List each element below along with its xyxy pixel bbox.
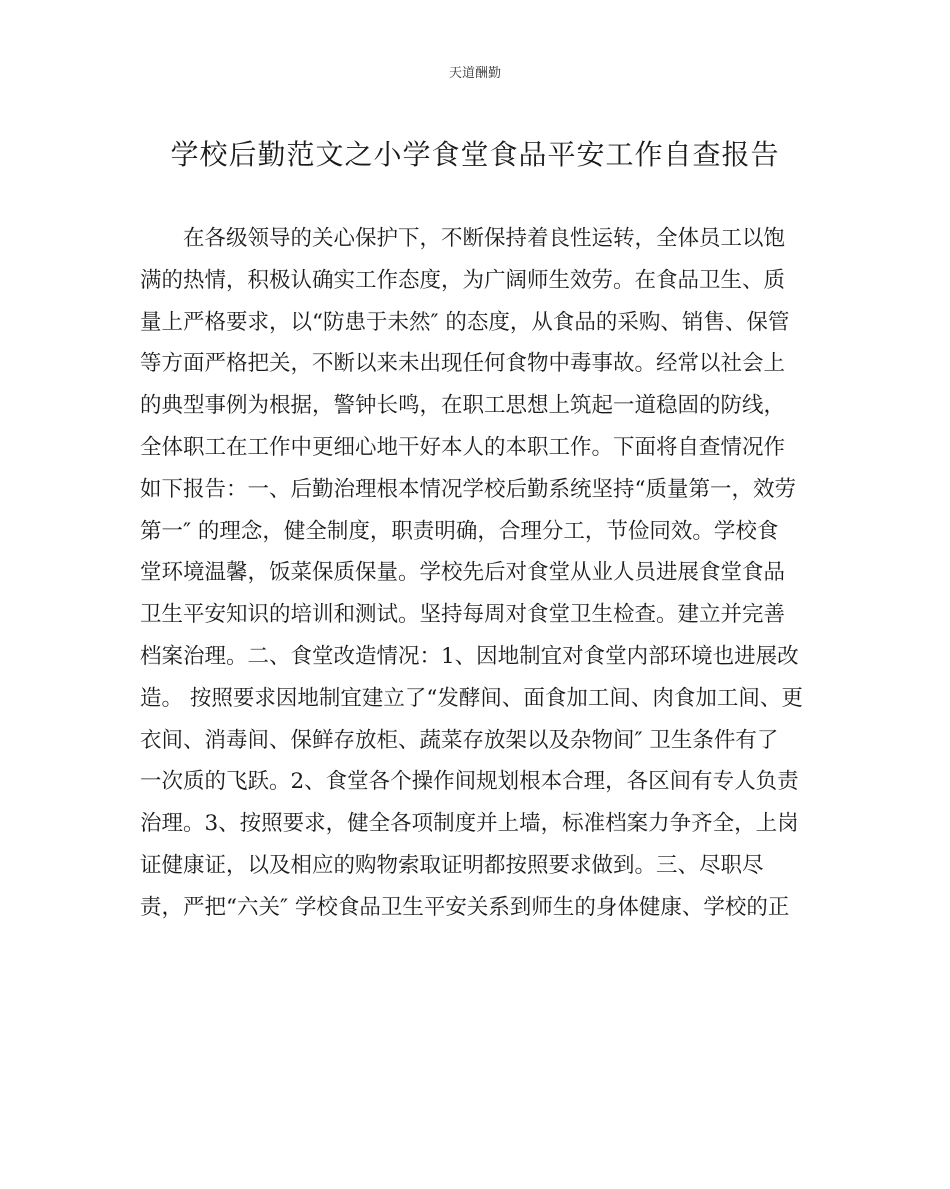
body-line: 档案治理。二、食堂改造情况：1、因地制宜对食堂内部环境也进展改 — [140, 643, 799, 669]
body-line: 一次质的飞跃。2、食堂各个操作间规划根本合理，各区间有专人负责 — [140, 769, 799, 795]
body-line: 第一″ 的理念，健全制度，职责明确，合理分工，节俭同效。学校食 — [140, 518, 779, 544]
body-line: 责，严把“六关″ 学校食品卫生平安关系到师生的身体健康、学校的正 — [140, 894, 790, 920]
body-line: 证健康证，以及相应的购物索取证明都按照要求做到。三、尽职尽 — [140, 852, 764, 878]
document-title: 学校后勤范文之小学食堂食品平安工作自查报告 — [170, 138, 780, 171]
body-line: 的典型事例为根据，警钟长鸣，在职工思想上筑起一道稳固的防线， — [140, 393, 786, 419]
body-line: 全体职工在工作中更细心地干好本人的本职工作。下面将自查情况作 — [140, 434, 786, 460]
body-line: 如下报告：一、后勤治理根本情况学校后勤系统坚持“质量第一，效劳 — [140, 476, 796, 502]
body-line: 治理。3、按照要求，健全各项制度并上墙，标准档案力争齐全，上岗 — [140, 811, 799, 837]
body-line: 造。 按照要求因地制宜建立了“发酵间、面食加工间、肉食加工间、更 — [140, 685, 803, 711]
body-line: 衣间、消毒间、保鲜存放柜、蔬菜存放架以及杂物间″ 卫生条件有了 — [140, 727, 779, 753]
page-header: 天道酬勤 — [448, 66, 501, 81]
body-line: 堂环境温馨，饭菜保质保量。学校先后对食堂从业人员进展食堂食品 — [140, 560, 786, 586]
body-line: 卫生平安知识的培训和测试。坚持每周对食堂卫生检查。建立并完善 — [140, 602, 786, 628]
body-line: 等方面严格把关，不断以来未出现任何食物中毒事故。经常以社会上 — [140, 351, 786, 377]
body-line: 量上严格要求，以“防患于未然″ 的态度，从食品的采购、销售、保管 — [140, 309, 790, 335]
body-line: 满的热情，积极认确实工作态度，为广阔师生效劳。在食品卫生、质 — [140, 267, 786, 293]
body-line: 在各级领导的关心保护下，不断保持着良性运转，全体员工以饱 — [183, 226, 786, 251]
document-body — [140, 218, 812, 929]
